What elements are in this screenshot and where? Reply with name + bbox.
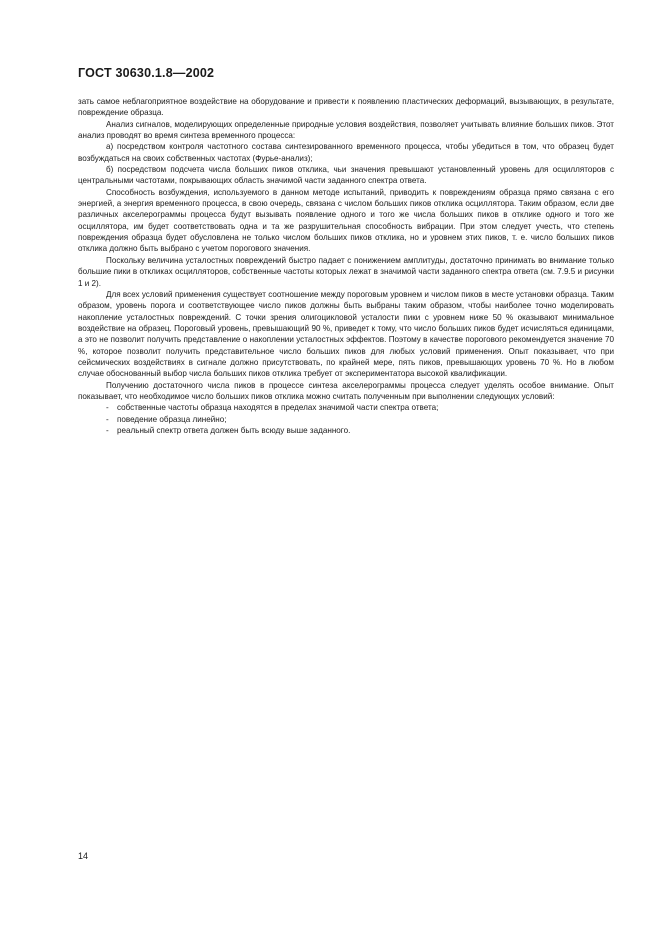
paragraph: а) посредством контроля частотного состава синтезированного временного процесса, чтобы убедиться в том, что образец будет возбуждаться на своих собственных частотах (Фурье-анализ); xyxy=(78,142,614,163)
page-number: 14 xyxy=(78,851,89,861)
list-item-text: реальный спектр ответа должен быть всюду выше заданного. xyxy=(117,425,351,435)
paragraph: Для всех условий применения существует соотношение между пороговым уровнем и числом пиков в месте установки образца. Таким образом, уровень порога и соответствующее число пиков должны быть выбраны таким образом, чтобы наиболее точно моделировать накопление усталостных повреждений. С точки зрения олигоцикловой усталости пики с уровнем ниже 50 % оказывают минимальное воздействие на образец. Пороговый уровень, превышающий 90 %, приведет к тому, что число больших пиков будет исчисляться единицами, а это не позволит получить представление о накоплении усталостных эффектов. Поэтому в качестве порогового рекомендуется значение 70 %, которое позволит получить представительное число больших пиков для любых условий применения. Опыт показывает, что при сейсмических воздействиях в сигнале должно присутствовать, по крайней мере, пять пиков, превышающих уровень 70 %. Но в любом случае обоснованный выбор числа больших пиков отклика требует от экспериментатора высокой квалификации. xyxy=(78,289,614,379)
list-marker: - xyxy=(106,425,109,435)
document-body xyxy=(78,96,614,436)
document-header: ГОСТ 30630.1.8—2002 xyxy=(78,66,215,80)
list-marker: - xyxy=(106,414,109,424)
paragraph: б) посредством подсчета числа больших пиков отклика, чьи значения превышают установленный уровень для осцилляторов с центральными частотами, покрывающих область значимой части заданного спектра ответа. xyxy=(78,165,614,186)
list-item xyxy=(78,425,614,436)
list-item xyxy=(78,402,614,413)
paragraph: зать самое неблагоприятное воздействие на оборудование и привести к появлению пластических деформаций, вызывающих, в результате, повреждение образца. xyxy=(78,97,614,118)
paragraph: Способность возбуждения, используемого в данном методе испытаний, приводить к повреждениям образца прямо связана с его энергией, а энергия временного процесса, в свою очередь, связана с числом больших пиков отклика осциллятора. Таким образом, если две различных акселерограммы процесса будут вызывать появление одного и того же числа больших пиков в отклике одного и того же осциллятора, им будет соответствовать одна и та же разрушительная способность вибрации. При этом следует учесть, что степень повреждения образца будет обусловлена не только числом больших пиков отклика, но и уровнем этих пиков, т. е. число больших пиков отклика должно быть выбрано с учетом порогового значения. xyxy=(78,187,614,254)
paragraph: Поскольку величина усталостных повреждений быстро падает с понижением амплитуды, достаточно принимать во внимание только большие пики в откликах осцилляторов, собственные частоты которых лежат в значимой части заданного спектра ответа (см. 7.9.5 и рисунки 1 и 2). xyxy=(78,255,614,288)
paragraph: Анализ сигналов, моделирующих определенные природные условия воздействия, позволяет учитывать влияние больших пиков. Этот анализ проводят во время синтеза временного процесса: xyxy=(78,119,614,141)
list-item-text: поведение образца линейно; xyxy=(117,414,227,424)
list-item xyxy=(78,414,614,425)
list-marker: - xyxy=(106,403,109,413)
paragraph: Получению достаточного числа пиков в процессе синтеза акселерограммы процесса следует уделять особое внимание. Опыт показывает, что необходимое число больших пиков отклика можно считать полученным при выполнении следующих условий: xyxy=(78,380,614,401)
list-item-text: собственные частоты образца находятся в пределах значимой части спектра ответа; xyxy=(117,403,439,413)
